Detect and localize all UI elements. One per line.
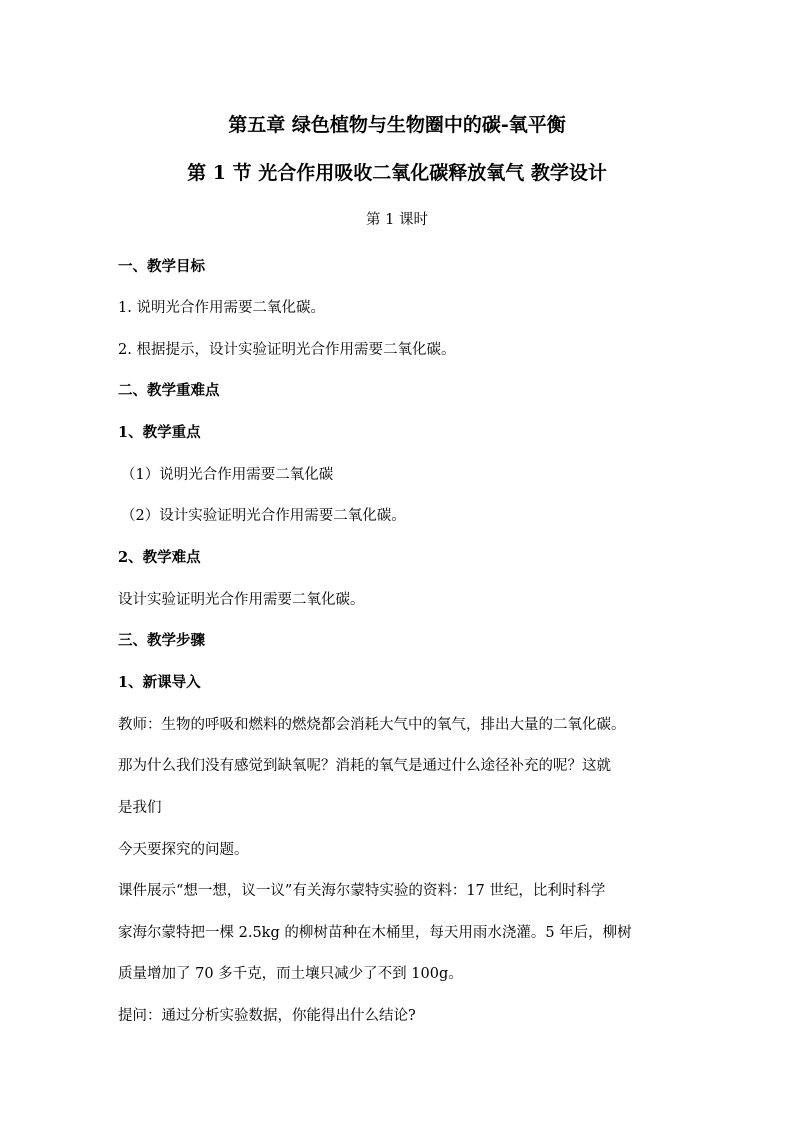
- chapter-title: 第五章 绿色植物与生物圈中的碳-氧平衡: [228, 114, 566, 136]
- paragraph-line: 教师：生物的呼吸和燃料的燃烧都会消耗大气中的氧气，排出大量的二氧化碳。: [118, 717, 626, 733]
- section-title: 第 1 节 光合作用吸收二氧化碳释放氧气 教学设计: [187, 162, 607, 184]
- paragraph-line: 是我们: [118, 800, 162, 816]
- objective-1: 1. 说明光合作用需要二氧化碳。: [118, 300, 325, 316]
- difficult-heading: 2、教学难点: [118, 549, 201, 566]
- key-point-2: （2）设计实验证明光合作用需要二氧化碳。: [121, 508, 406, 524]
- key-point-1: （1）说明光合作用需要二氧化碳: [121, 467, 334, 483]
- intro-heading: 1、新课导入: [118, 674, 201, 691]
- objectives-heading: 一、教学目标: [118, 258, 205, 275]
- lesson-label: 第 1 课时: [366, 212, 428, 228]
- key-difficult-heading: 二、教学重难点: [118, 382, 220, 399]
- key-points-heading: 1、教学重点: [118, 424, 201, 441]
- paragraph-line: 质量增加了 70 多千克，而土壤只减少了不到 100g。: [118, 966, 463, 982]
- paragraph-line: 那为什么我们没有感觉到缺氧呢？消耗的氧气是通过什么途径补充的呢？这就: [118, 758, 611, 774]
- difficult-text: 设计实验证明光合作用需要二氧化碳。: [118, 592, 365, 608]
- paragraph-line: 课件展示“想一想，议一议”有关海尔蒙特实验的资料：17 世纪，比利时科学: [118, 883, 606, 899]
- paragraph-line: 提问：通过分析实验数据，你能得出什么结论?: [118, 1008, 416, 1024]
- paragraph-line: 家海尔蒙特把一棵 2.5kg 的柳树苗种在木桶里，每天用雨水浇灌。5 年后，柳树: [118, 925, 632, 941]
- objective-2: 2. 根据提示，设计实验证明光合作用需要二氧化碳。: [118, 342, 456, 358]
- steps-heading: 三、教学步骤: [118, 632, 205, 649]
- paragraph-line: 今天要探究的问题。: [118, 842, 249, 858]
